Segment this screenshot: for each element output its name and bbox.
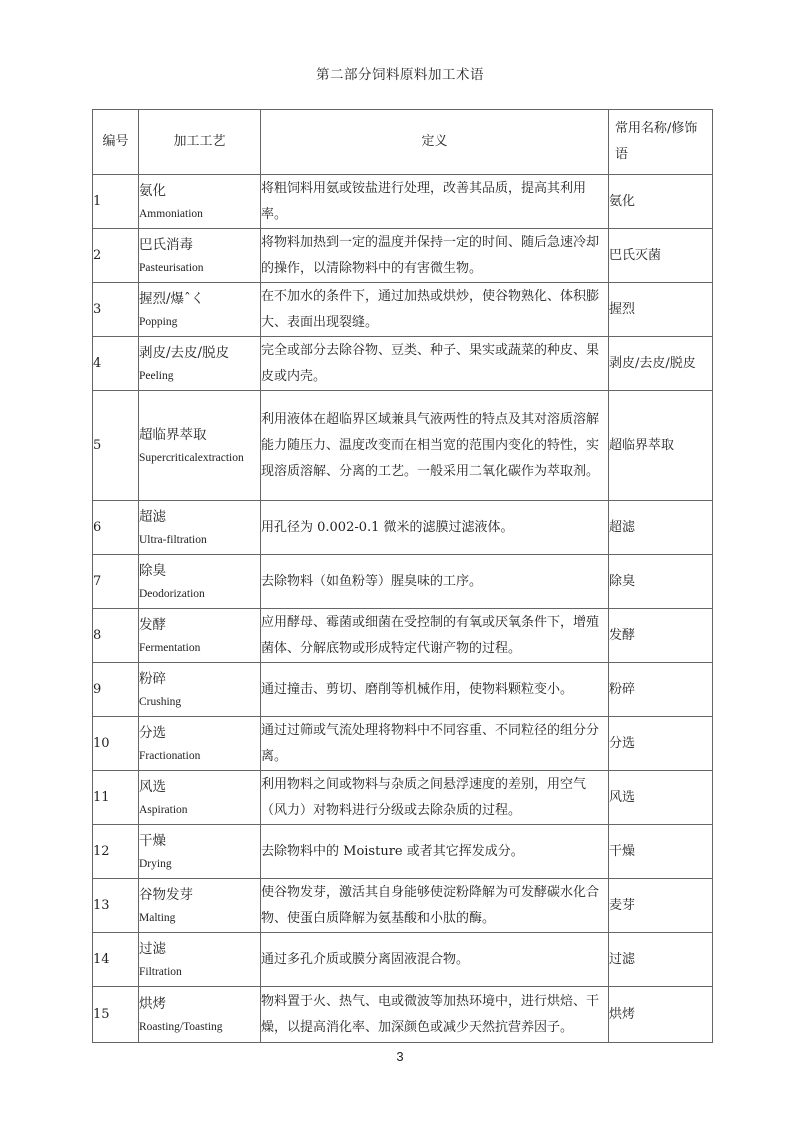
definition-cell: 通过多孔介质或膜分离固液混合物。: [261, 933, 609, 987]
process-name-zh: 除臭: [139, 562, 166, 579]
process-name-en: Crushing: [139, 695, 182, 708]
definition-cell: 物料置于火、热气、电或微波等加热环境中，进行烘焙、干燥，以提高消化率、加深颜色或减少天然抗营养因子。: [261, 987, 609, 1043]
table-row: [93, 501, 713, 555]
process-name-zh: 干燥: [139, 832, 166, 849]
common-name-cell: 氨化: [609, 175, 713, 229]
process-name-en: Filtration: [139, 965, 182, 978]
header-common-name: 常用名称/修饰语: [609, 110, 713, 175]
definition-cell: 完全或部分去除谷物、豆类、种子、果实或蔬菜的种皮、果皮或内壳。: [261, 337, 609, 391]
definition-cell: 去除物料中的 Moisture 或者其它挥发成分。: [261, 825, 609, 879]
header-definition: 定义: [261, 110, 609, 175]
row-number: 4: [93, 337, 139, 391]
definition-cell: 用孔径为 0.002-0.1 微米的滤膜过滤液体。: [261, 501, 609, 555]
table-row: [93, 663, 713, 717]
process-name-zh: 巴氏消毒: [139, 236, 193, 253]
common-name-cell: 过滤: [609, 933, 713, 987]
common-name-cell: 超滤: [609, 501, 713, 555]
row-number: 9: [93, 663, 139, 717]
process-name-en: Aspiration: [139, 803, 188, 816]
definition-cell: 利用物料之间或物料与杂质之间悬浮速度的差别，用空气（风力）对物料进行分级或去除杂质的过程。: [261, 771, 609, 825]
table-row: [93, 879, 713, 933]
process-name-en: Peeling: [139, 369, 174, 382]
row-number: 11: [93, 771, 139, 825]
table-row: [93, 609, 713, 663]
process-cell: [139, 609, 261, 663]
process-cell: [139, 717, 261, 771]
process-name-en: Ultra-filtration: [139, 533, 207, 546]
common-name-cell: 分选: [609, 717, 713, 771]
process-name-en: Malting: [139, 911, 176, 924]
row-number: 15: [93, 987, 139, 1043]
table-row: [93, 933, 713, 987]
table-header-row: [93, 110, 713, 175]
process-cell: [139, 283, 261, 337]
definition-cell: 应用酵母、霉菌或细菌在受控制的有氧或厌氧条件下，增殖菌体、分解底物或形成特定代谢产物的过程。: [261, 609, 609, 663]
process-name-en: Deodorization: [139, 587, 205, 600]
process-name-zh: 发酵: [139, 616, 166, 633]
row-number: 1: [93, 175, 139, 229]
table-row: [93, 283, 713, 337]
process-name-zh: 剥皮/去皮/脱皮: [139, 344, 230, 361]
common-name-cell: 巴氏灭菌: [609, 229, 713, 283]
process-cell: [139, 391, 261, 501]
process-name-zh: 过滤: [139, 940, 166, 957]
process-name-en: Roasting/Toasting: [139, 1020, 223, 1033]
definition-cell: 通过过筛或气流处理将物料中不同容重、不同粒径的组分分离。: [261, 717, 609, 771]
process-cell: [139, 337, 261, 391]
row-number: 14: [93, 933, 139, 987]
definition-cell: 去除物料（如鱼粉等）腥臭味的工序。: [261, 555, 609, 609]
process-cell: [139, 933, 261, 987]
process-name-en: Ammoniation: [139, 207, 203, 220]
common-name-cell: 除臭: [609, 555, 713, 609]
row-number: 10: [93, 717, 139, 771]
terms-table: [92, 109, 713, 1043]
process-cell: [139, 663, 261, 717]
common-name-cell: 超临界萃取: [609, 391, 713, 501]
header-process: 加工工艺: [139, 110, 261, 175]
process-name-en: Popping: [139, 315, 178, 328]
common-name-cell: 风选: [609, 771, 713, 825]
definition-cell: 在不加水的条件下，通过加热或烘炒，使谷物熟化、体积膨大、表面出现裂缝。: [261, 283, 609, 337]
common-name-cell: 干燥: [609, 825, 713, 879]
table-row: [93, 337, 713, 391]
process-name-en: Drying: [139, 857, 172, 870]
process-cell: [139, 229, 261, 283]
table-row: [93, 391, 713, 501]
process-name-zh: 风选: [139, 778, 166, 795]
process-name-zh: 烘烤: [139, 995, 166, 1012]
common-name-cell: 发酵: [609, 609, 713, 663]
row-number: 2: [93, 229, 139, 283]
table-row: [93, 987, 713, 1043]
table-row: [93, 771, 713, 825]
process-cell: [139, 771, 261, 825]
page-title: 第二部分饲料原料加工术语: [316, 67, 484, 83]
process-name-zh: 超滤: [139, 508, 166, 525]
process-cell: [139, 879, 261, 933]
definition-cell: 将物料加热到一定的温度并保持一定的时间、随后急速冷却的操作，以清除物料中的有害微生物。: [261, 229, 609, 283]
common-name-cell: 剥皮/去皮/脱皮: [609, 337, 713, 391]
row-number: 3: [93, 283, 139, 337]
row-number: 12: [93, 825, 139, 879]
table-row: [93, 229, 713, 283]
page-number: 3: [396, 1049, 404, 1064]
row-number: 5: [93, 391, 139, 501]
table-row: [93, 175, 713, 229]
table-row: [93, 555, 713, 609]
common-name-cell: 握烈: [609, 283, 713, 337]
process-name-zh: 握烈/爆ˆく: [139, 290, 205, 307]
definition-cell: 通过撞击、剪切、磨削等机械作用，使物料颗粒变小。: [261, 663, 609, 717]
process-name-zh: 分选: [139, 724, 166, 741]
table-row: [93, 825, 713, 879]
definition-cell: 使谷物发芽，激活其自身能够使淀粉降解为可发酵碳水化合物、使蛋白质降解为氨基酸和小肽的酶。: [261, 879, 609, 933]
process-name-en: Supercriticalextraction: [139, 451, 244, 464]
row-number: 6: [93, 501, 139, 555]
process-cell: [139, 987, 261, 1043]
process-name-en: Fermentation: [139, 641, 201, 654]
process-cell: [139, 825, 261, 879]
row-number: 8: [93, 609, 139, 663]
process-cell: [139, 555, 261, 609]
process-name-en: Fractionation: [139, 749, 201, 762]
process-name-zh: 粉碎: [139, 670, 166, 687]
table-row: [93, 717, 713, 771]
process-cell: [139, 175, 261, 229]
common-name-cell: 麦芽: [609, 879, 713, 933]
common-name-cell: 烘烤: [609, 987, 713, 1043]
row-number: 7: [93, 555, 139, 609]
process-name-zh: 超临界萃取: [139, 426, 207, 443]
header-number: 编号: [93, 110, 139, 175]
process-cell: [139, 501, 261, 555]
definition-cell: 利用液体在超临界区域兼具气液两性的特点及其对溶质溶解能力随压力、温度改变而在相当宽的范围内变化的特性，实现溶质溶解、分离的工艺。一般采用二氧化碳作为萃取剂。: [261, 391, 609, 501]
definition-cell: 将粗饲料用氨或铵盐进行处理，改善其品质，提高其利用率。: [261, 175, 609, 229]
process-name-zh: 氨化: [139, 182, 166, 199]
row-number: 13: [93, 879, 139, 933]
process-name-en: Pasteurisation: [139, 261, 204, 274]
process-name-zh: 谷物发芽: [139, 886, 193, 903]
common-name-cell: 粉碎: [609, 663, 713, 717]
